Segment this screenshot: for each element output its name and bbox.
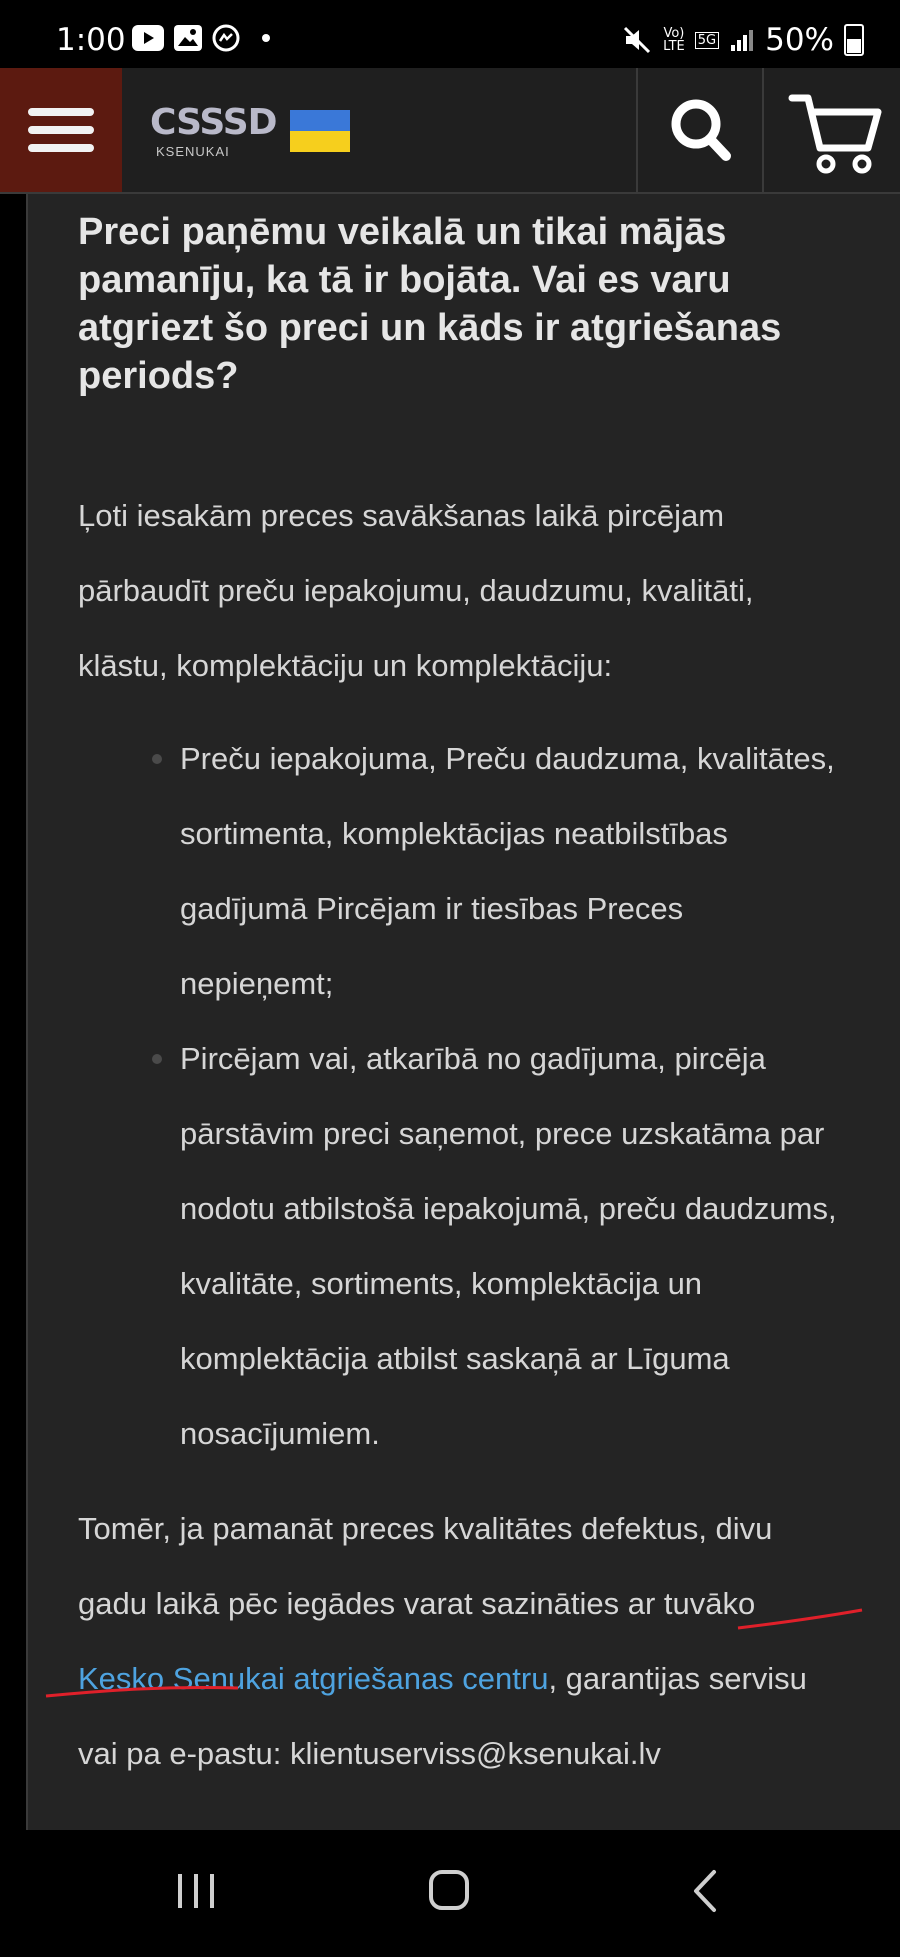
return-center-link[interactable]: Kesko Senukai atgriešanas centru [78,1661,549,1696]
youtube-icon [132,25,164,51]
annotation-underline [28,194,900,1830]
back-icon [634,1830,774,1952]
battery-icon [844,24,864,56]
home-icon [380,1830,520,1952]
list-item: Pircējam vai, atkarībā no gadījuma, pircēja pārstāvim preci saņemot, prece uzskatāma par nodotu atbilstošā iepakojumā, preču daudzums, kvalitāte, sortiments, komplektācija un komplektācija atbilst saskaņā ar Līguma nosacījumiem. [78,1021,838,1471]
list-item: Preču iepakojuma, Preču daudzuma, kvalitātes, sortimenta, komplektācijas neatbilstības gadījumā Pircējam ir tiesības Preces nepieņemt; [78,721,838,1021]
contact-text: , garantijas servisu vai pa e-pastu: klientuserviss@ksenukai.lv [78,1661,807,1771]
logo-subtext: KSENUKAI [156,144,230,159]
status-system-icons [623,22,864,58]
mute-icon [623,26,653,54]
back-button[interactable] [634,1830,774,1952]
article-intro: Ļoti iesakām preces savākšanas laikā pircējam pārbaudīt preču iepakojumu, daudzumu, kvalitāti, klāstu, komplektāciju un komplektāciju: [78,498,754,683]
status-notification-icons [132,24,270,52]
site-header [0,68,900,194]
article-container [26,194,900,1830]
search-button[interactable] [636,68,764,192]
search-icon [638,68,764,192]
notification-dot [262,34,270,42]
system-nav-bar [0,1830,900,1952]
site-logo[interactable] [150,102,390,162]
recents-button[interactable] [128,1830,268,1952]
menu-button[interactable] [0,68,122,192]
return-text: Tomēr, ja pamanāt preces kvalitātes defektus, divu gadu laikā pēc iegādes varat sazināties ar tuvāko [78,1511,773,1621]
network-5g-indicator: 5G [695,32,719,49]
cart-button[interactable] [762,68,900,192]
recents-icon [128,1830,268,1952]
gallery-icon [174,25,202,51]
home-button[interactable] [380,1830,520,1952]
signal-icon [729,27,755,53]
ukraine-flag-icon [290,110,350,152]
cart-icon [764,68,900,192]
article-title: Preci paņēmu veikalā un tikai mājās pamanīju, ka tā ir bojāta. Vai es varu atgriezt šo preci un kāds ir atgriešanas periods? [78,211,782,397]
volte-indicator: Vo) LTE [663,26,685,54]
messenger-icon [212,24,240,52]
status-bar [0,0,900,68]
hamburger-icon [28,108,94,116]
status-time: 1:00 [56,22,126,58]
battery-percent: 50% [765,22,834,58]
logo-text: CSSSD [150,102,277,143]
